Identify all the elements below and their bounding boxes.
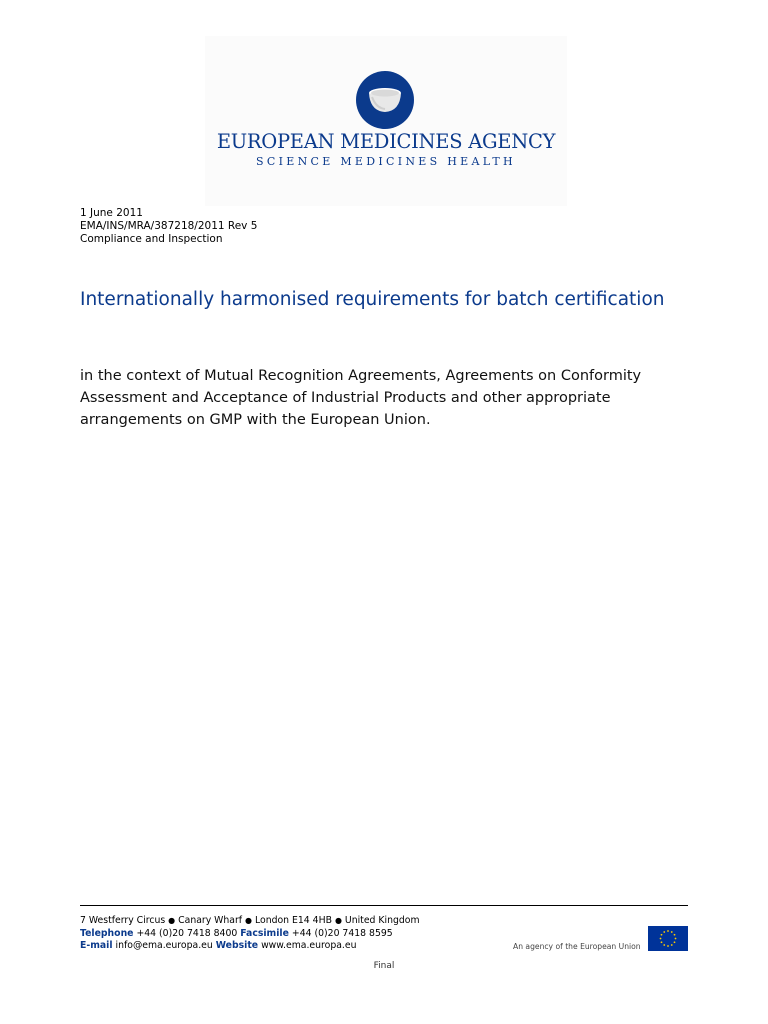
address-district: Canary Wharf bbox=[178, 915, 243, 926]
bullet-icon: ● bbox=[168, 916, 176, 925]
website-label: Website bbox=[215, 940, 259, 951]
document-reference: EMA/INS/MRA/387218/2011 Rev 5 bbox=[80, 220, 258, 232]
document-meta bbox=[80, 207, 257, 246]
document-date: 1 June 2011 bbox=[80, 207, 143, 219]
address-street: 7 Westferry Circus bbox=[80, 915, 166, 926]
footer-phone-line bbox=[80, 928, 420, 941]
eu-agency-note: An agency of the European Union bbox=[513, 942, 641, 951]
email-value[interactable]: info@ema.europa.eu bbox=[115, 940, 213, 951]
document-subtitle: in the context of Mutual Recognition Agreements, Agreements on Conformity Assessment and Acceptance of Industrial Products and other appropriate arrangements on GMP with the European Union. bbox=[80, 368, 642, 428]
bullet-icon: ● bbox=[245, 916, 253, 925]
agency-name: EUROPEAN MEDICINES AGENCY bbox=[216, 130, 556, 153]
document-title: Internationally harmonised requirements for batch certification bbox=[80, 289, 665, 310]
address-country: United Kingdom bbox=[344, 915, 420, 926]
website-value[interactable]: www.ema.europa.eu bbox=[261, 940, 357, 951]
bullet-icon: ● bbox=[334, 916, 342, 925]
agency-tagline: SCIENCE MEDICINES HEALTH bbox=[256, 155, 516, 168]
ema-emblem-icon bbox=[354, 69, 416, 131]
document-status: Final bbox=[373, 961, 395, 971]
facsimile-label: Facsimile bbox=[240, 927, 289, 939]
agency-logo bbox=[205, 36, 567, 206]
footer-web-line bbox=[80, 940, 420, 953]
facsimile-value: +44 (0)20 7418 8595 bbox=[291, 927, 393, 939]
eu-flag-icon bbox=[648, 926, 688, 951]
footer-contact bbox=[80, 915, 420, 953]
telephone-value: +44 (0)20 7418 8400 bbox=[136, 927, 238, 939]
footer-divider bbox=[80, 905, 688, 906]
telephone-label: Telephone bbox=[80, 927, 134, 939]
footer-address bbox=[80, 915, 420, 928]
address-city: London E14 4HB bbox=[254, 915, 332, 926]
document-unit: Compliance and Inspection bbox=[80, 233, 223, 245]
email-label: E-mail bbox=[80, 940, 113, 951]
